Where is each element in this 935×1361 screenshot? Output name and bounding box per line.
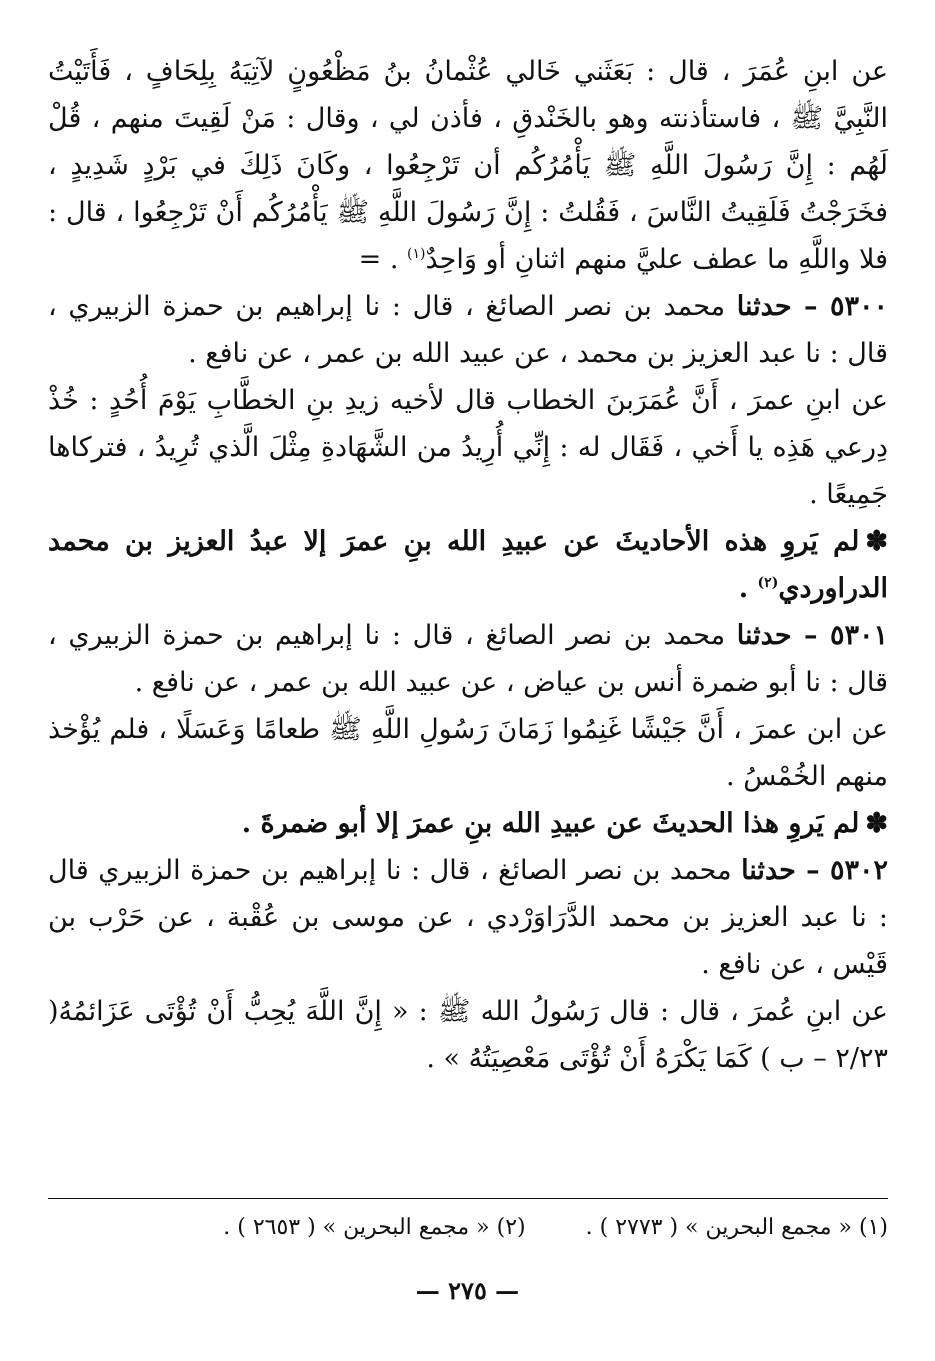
page-body — [48, 48, 888, 1082]
hadith-lead: – حدثنا — [736, 291, 830, 322]
hadith-5302-text — [48, 988, 888, 1082]
commentary-tail: . — [738, 573, 758, 604]
hadith-chain-text: محمد بن نصر الصائغ ، قال : نا إبراهيم بن حمزة الزبيري ، قال : نا عبد العزيز بن محمد ، عن عبيد الله بن عمر ، عن نافع . — [48, 291, 888, 369]
page-number: — ٢٧٥ — — [415, 1276, 520, 1305]
commentary-note-2 — [48, 800, 888, 847]
hadith-number: ٥٣٠٢ — [829, 855, 888, 886]
hadith-5302-chain — [48, 847, 888, 988]
hadith-chain-text: محمد بن نصر الصائغ ، قال : نا إبراهيم بن حمزة الزبيري ، قال : نا أبو ضمرة أنس بن عياض ، عن عبيد الله بن عمر ، عن نافع . — [48, 620, 888, 698]
hadith-5300-text — [48, 377, 888, 518]
star-icon: ✽ — [865, 808, 888, 839]
paragraph-text: عن ابنِ عُمَرَ ، قال : بَعَثَني خَالي عُثْمانُ بنُ مَظْعُونٍ لآتِيَهُ بِلِحَافٍ ، فَأَتَيْتُ النَّبِيَّ ﷺ ، فاستأذنته وهو بالخَنْدقِ ، فأذن لي ، وقال : مَنْ لَقِيتَ منهم ، قُلْ لَهُم : إِنَّ رَسُولَ اللَّهِ ﷺ يَأْمُرُكُم أن تَرْجِعُوا ، وكَانَ ذَلِكَ في بَرْدٍ شَدِيدٍ ، فخَرَجْتُ فَلَقِيتُ النَّاسَ ، فَقُلتُ : إِنَّ رَسُولَ اللَّهِ ﷺ يَأْمُرُكُم أَنْ تَرْجِعُوا ، قال : فلا واللَّهِ ما عطف عليَّ منهم اثنانِ أو وَاحِدٌ — [48, 56, 888, 275]
hadith-5299-text — [48, 48, 888, 283]
footnote-ref: (١) — [407, 246, 426, 262]
commentary-text: لم يَروِ هذا الحديثَ عن عبيدِ الله بنِ عمرَ إلا أبو ضمرةَ . — [241, 808, 860, 839]
hadith-5301-text — [48, 706, 888, 800]
paragraph-text: عن ابنِ عُمرَ ، قال : قال رَسُولُ الله ﷺ : « إِنَّ اللَّهَ يُحِبُّ أَنْ تُؤْتَى عَزَائمُهُ( ٢/٢٣ – ب ) كَمَا يَكْرَهُ أَنْ تُؤْتَى مَعْصِيَتُهُ » . — [48, 996, 888, 1074]
footnote-ref: (٢) — [757, 575, 779, 591]
footnote-divider — [48, 1198, 888, 1199]
hadith-number: ٥٣٠١ — [829, 620, 888, 651]
paragraph-tail: . = — [358, 244, 408, 275]
hadith-lead: – حدثنا — [741, 855, 830, 886]
hadith-5300-chain — [48, 283, 888, 377]
footnote-1: (١) « مجمع البحرين » ( ٢٧٧٣ ) . — [585, 1215, 888, 1240]
footnotes — [48, 1208, 888, 1248]
commentary-note-1 — [48, 518, 888, 612]
hadith-lead: – حدثنا — [736, 620, 830, 651]
footnote-2: (٢) « مجمع البحرين » ( ٢٦٥٣ ) . — [223, 1215, 526, 1240]
paragraph-text: عن ابنِ عمرَ ، أَنَّ عُمَرَبنَ الخطاب قال لأخيه زيدِ بنِ الخطَّابِ يَوْمَ أُحُدٍ : خُذْ دِرعي هَذِه يا أَخي ، فَقَال له : إِنِّي أُرِيدُ من الشَّهَادةِ مِثْلَ الَّذي تُرِيدُ ، فتركاها جَمِيعًا . — [48, 385, 888, 510]
hadith-number: ٥٣٠٠ — [829, 291, 888, 322]
hadith-chain-text: محمد بن نصر الصائغ ، قال : نا إبراهيم بن حمزة الزبيري قال : نا عبد العزيز بن محمد الدَّرَاوَرْدي ، عن موسى بن عُقْبة ، عن حَرْب بن قَيْس ، عن نافع . — [48, 855, 888, 980]
hadith-5301-chain — [48, 612, 888, 706]
star-icon: ✽ — [865, 526, 888, 557]
paragraph-text: عن ابن عمرَ ، أَنَّ جَيْشًا غَنِمُوا زَمَانَ رَسُولِ اللَّهِ ﷺ طعامًا وَعَسَلًا ، فلم يُؤْخذ منهم الخُمْسُ . — [48, 714, 888, 792]
commentary-text: لم يَروِ هذه الأحاديثَ عن عبيدِ الله بنِ عمرَ إلا عبدُ العزيز بن محمد الدراوردي — [48, 526, 888, 604]
